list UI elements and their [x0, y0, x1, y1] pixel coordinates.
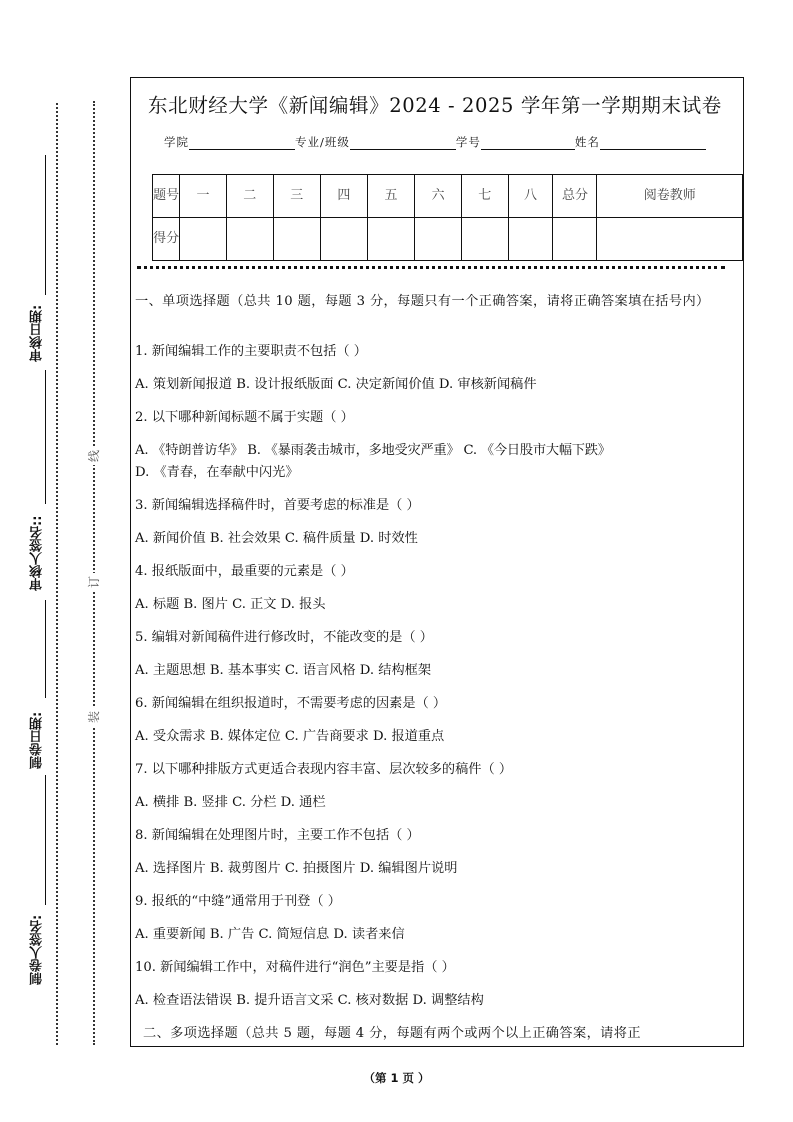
exam-page-frame [130, 77, 744, 1047]
col-header-4: 四 [321, 175, 368, 218]
col-header-grader: 阅卷教师 [597, 175, 743, 218]
review-date-line [45, 155, 46, 295]
col-header-5: 五 [367, 175, 415, 218]
review-date-label: 审核日期: [30, 304, 45, 362]
question-9: 9. 报纸的“中缝”通常用于刊登（ ） [135, 894, 341, 909]
score-cell-total[interactable] [553, 218, 597, 261]
question-8: 8. 新闻编辑在处理图片时，主要工作不包括（ ） [135, 828, 420, 843]
question-2-options: A. 《特朗普访华》 B. 《暴雨袭击城市，多地受灾严重》 C. 《今日股市大幅下跌》 [135, 443, 611, 458]
student-id-label: 学号 [455, 135, 481, 149]
question-3: 3. 新闻编辑选择稿件时，首要考虑的标准是（ ） [135, 498, 420, 513]
question-6: 6. 新闻编辑在组织报道时，不需要考虑的因素是（ ） [135, 696, 447, 711]
question-1: 1. 新闻编辑工作的主要职责不包括（ ） [135, 344, 367, 359]
question-10: 10. 新闻编辑工作中，对稿件进行“润色”主要是指（ ） [135, 960, 455, 975]
prep-date-line [45, 775, 46, 905]
major-class-field[interactable] [350, 135, 456, 150]
reviewer-signature-label: 审核人签名:: [30, 515, 45, 591]
section-2-title: 二、多项选择题（总共 5 题，每题 4 分，每题有两个或两个以上正确答案，请将正 [143, 1026, 641, 1041]
major-class-label: 专业/班级 [295, 135, 350, 149]
question-6-options: A. 受众需求 B. 媒体定位 C. 广告商要求 D. 报道重点 [135, 729, 445, 744]
col-header-2: 二 [226, 175, 273, 218]
score-cell-8[interactable] [508, 218, 553, 261]
question-9-options: A. 重要新闻 B. 广告 C. 简短信息 D. 读者来信 [135, 927, 405, 942]
score-row-header: 得分 [153, 218, 180, 261]
col-header-3: 三 [273, 175, 321, 218]
binding-dotted-line-inner [56, 103, 58, 1045]
question-2-options-d: D. 《青春，在奉献中闪光》 [135, 465, 299, 480]
question-3-options: A. 新闻价值 B. 社会效果 C. 稿件质量 D. 时效性 [135, 531, 418, 546]
col-header-7: 七 [461, 175, 508, 218]
reviewer-signature-line [45, 370, 46, 504]
score-cell-grader[interactable] [597, 218, 743, 261]
college-label: 学院 [164, 135, 189, 149]
score-table-header-row [153, 175, 743, 218]
exam-body [135, 292, 741, 1042]
score-cell-7[interactable] [461, 218, 508, 261]
col-header-8: 八 [508, 175, 553, 218]
score-cell-5[interactable] [367, 218, 415, 261]
score-cell-3[interactable] [273, 218, 321, 261]
binding-char-staple: 订 [85, 573, 103, 591]
binding-char-bind: 装 [85, 708, 103, 726]
question-7: 7. 以下哪种排版方式更适合表现内容丰富、层次较多的稿件（ ） [135, 762, 513, 777]
question-2: 2. 以下哪种新闻标题不属于实题（ ） [135, 410, 354, 425]
col-header-total: 总分 [553, 175, 597, 218]
question-4: 4. 报纸版面中，最重要的元素是（ ） [135, 564, 354, 579]
score-cell-2[interactable] [226, 218, 273, 261]
col-header-6: 六 [415, 175, 462, 218]
question-8-options: A. 选择图片 B. 裁剪图片 C. 拍摄图片 D. 编辑图片说明 [135, 861, 458, 876]
header-separator [137, 266, 725, 269]
question-4-options: A. 标题 B. 图片 C. 正文 D. 报头 [135, 597, 326, 612]
page-number: （第 1 页 ） [363, 1071, 430, 1085]
prep-date-label: 制卷日期: [30, 711, 45, 769]
preparer-signature-label: 制卷人签名: [30, 914, 45, 986]
score-cell-1[interactable] [180, 218, 227, 261]
score-cell-4[interactable] [321, 218, 368, 261]
name-field[interactable] [600, 135, 706, 150]
exam-title: 东北财经大学《新闻编辑》2024 - 2025 学年第一学期期末试卷 [148, 94, 722, 117]
score-table [152, 174, 743, 261]
question-1-options: A. 策划新闻报道 B. 设计报纸版面 C. 决定新闻价值 D. 审核新闻稿件 [135, 377, 537, 392]
student-info-row [164, 132, 724, 150]
question-5: 5. 编辑对新闻稿件进行修改时，不能改变的是（ ） [135, 630, 433, 645]
binding-char-line: 线 [85, 447, 103, 465]
col-header-1: 一 [180, 175, 227, 218]
question-10-options: A. 检查语法错误 B. 提升语言文采 C. 核对数据 D. 调整结构 [135, 993, 484, 1008]
reviewer-signature-line-2 [45, 600, 46, 698]
section-1-title: 一、单项选择题（总共 10 题，每题 3 分，每题只有一个正确答案，请将正确答案填在括号内） [135, 294, 710, 309]
student-id-field[interactable] [481, 135, 575, 150]
name-label: 姓名 [574, 135, 600, 149]
score-table-score-row [153, 218, 743, 261]
question-7-options: A. 横排 B. 竖排 C. 分栏 D. 通栏 [135, 795, 326, 810]
question-number-header: 题号 [153, 175, 180, 218]
college-field[interactable] [189, 135, 295, 150]
score-cell-6[interactable] [415, 218, 462, 261]
question-5-options: A. 主题思想 B. 基本事实 C. 语言风格 D. 结构框架 [135, 663, 432, 678]
